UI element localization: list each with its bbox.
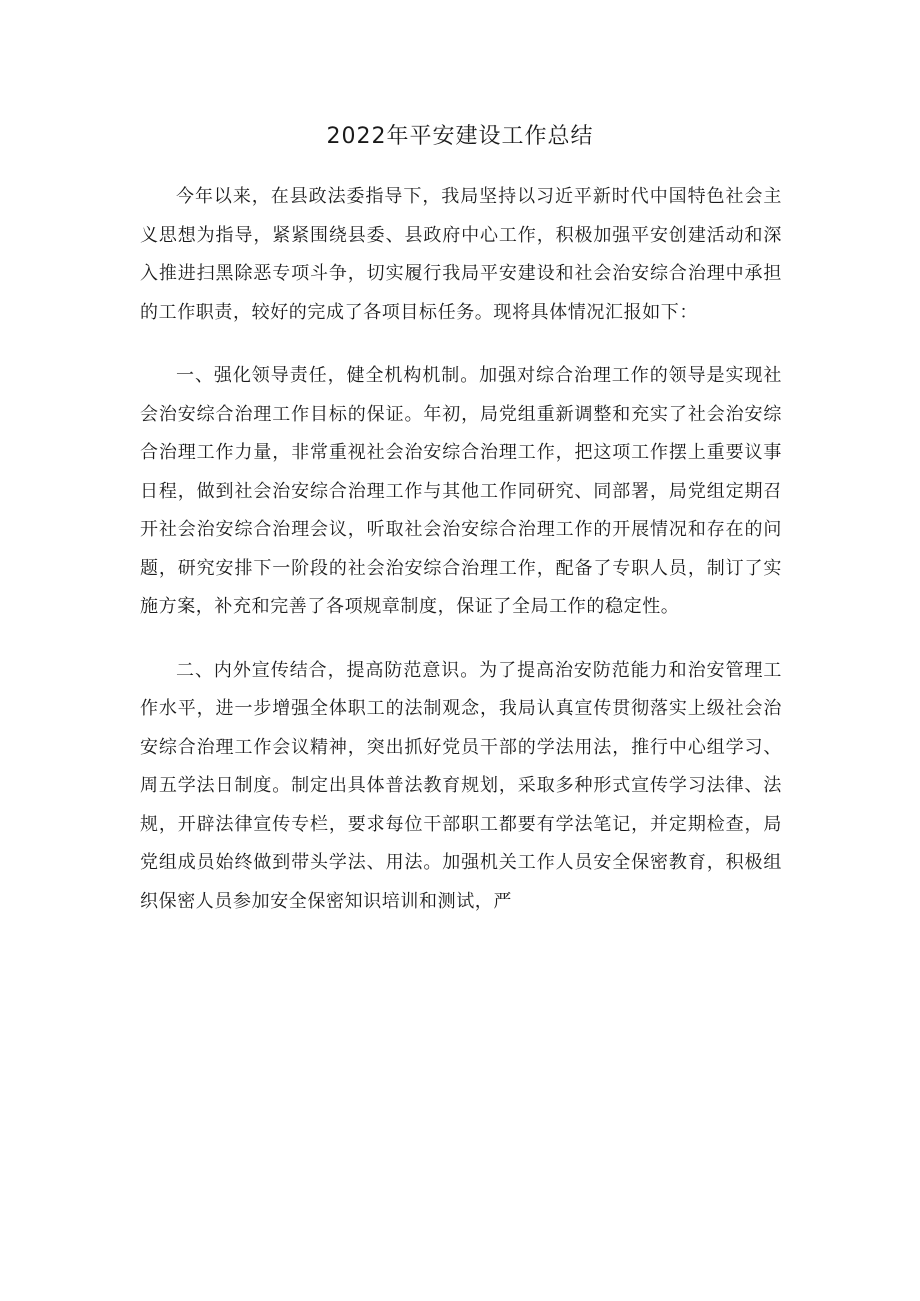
document-title: 2022年平安建设工作总结 [326,124,594,149]
paragraph-section-1: 一、强化领导责任，健全机构机制。加强对综合治理工作的领导是实现社会治安综合治理工作目标的保证。年初，局党组重新调整和充实了社会治安综合治理工作力量，非常重视社会治安综合治理工作，把这项工作摆上重要议事日程，做到社会治安综合治理工作与其他工作同研究、同部署，局党组定期召开社会治安综合治理会议，听取社会治安综合治理工作的开展情况和存在的问题，研究安排下一阶段的社会治安综合治理工作，配备了专职人员，制订了实施方案，补充和完善了各项规章制度，保证了全局工作的稳定性。 [140,365,782,617]
document-body [140,178,782,946]
paragraph-intro: 今年以来，在县政法委指导下，我局坚持以习近平新时代中国特色社会主义思想为指导，紧紧围绕县委、县政府中心工作，积极加强平安创建活动和深入推进扫黑除恶专项斗争，切实履行我局平安建设和社会治安综合治理中承担的工作职责，较好的完成了各项目标任务。现将具体情况汇报如下： [140,186,782,323]
paragraph-section-2: 二、内外宣传结合，提高防范意识。为了提高治安防范能力和治安管理工作水平，进一步增强全体职工的法制观念，我局认真宣传贯彻落实上级社会治安综合治理工作会议精神，突出抓好党员干部的学法用法，推行中心组学习、周五学法日制度。制定出具体普法教育规划，采取多种形式宣传学习法律、法规，开辟法律宣传专栏，要求每位干部职工都要有学法笔记，并定期检查，局党组成员始终做到带头学法、用法。加强机关工作人员安全保密教育，积极组织保密人员参加安全保密知识培训和测试，严 [140,659,782,912]
